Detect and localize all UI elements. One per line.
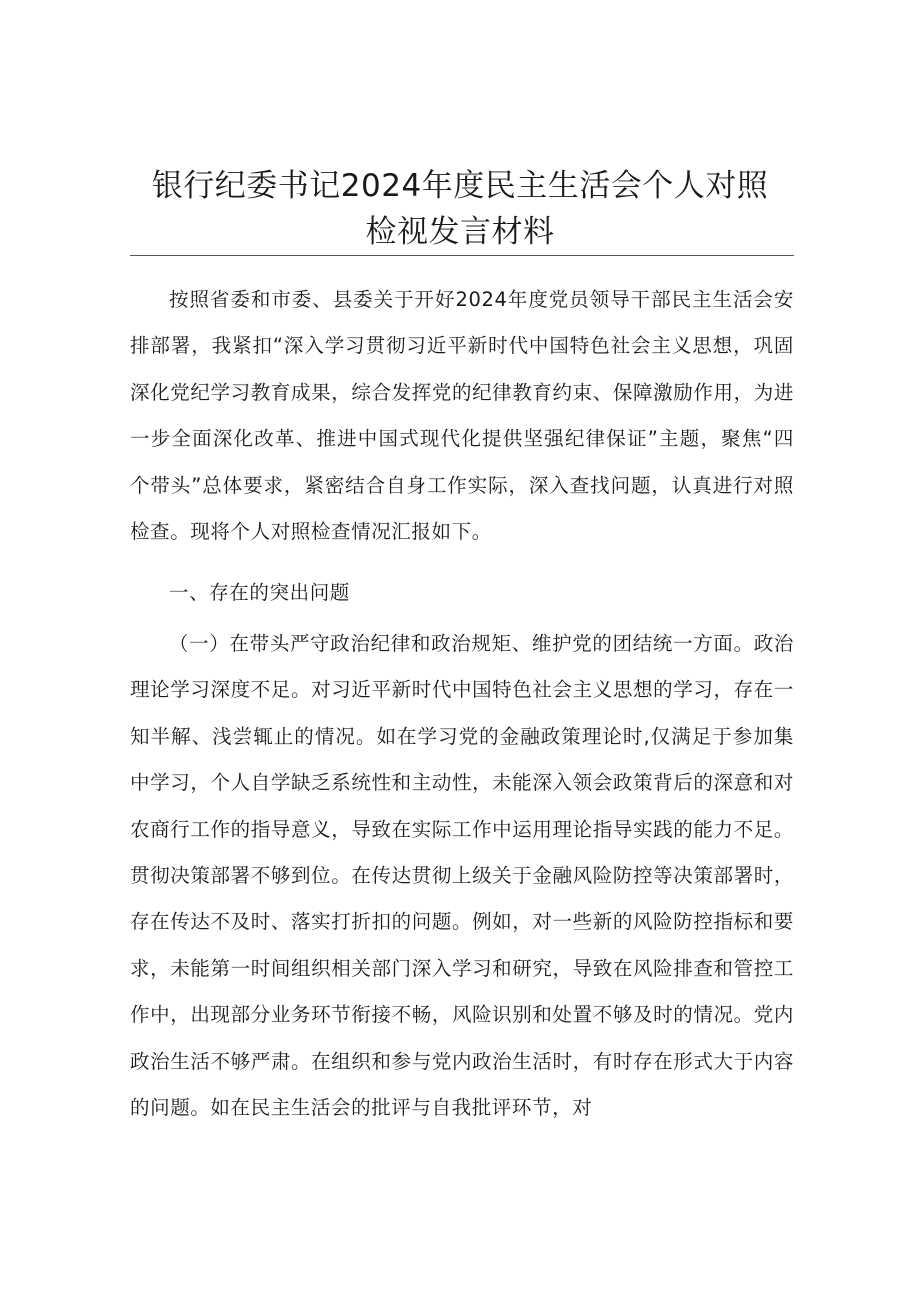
document-title-line-2: 检视发言材料 bbox=[365, 214, 555, 250]
section-heading: 一、存在的突出问题 bbox=[169, 581, 350, 604]
intro-paragraph: 按照省委和市委、县委关于开好2024年度党员领导干部民主生活会安排部署，我紧扣“深入学习贯彻习近平新时代中国特色社会主义思想，巩固深化党纪学习教育成果，综合发挥党的纪律教育约束、保障激励作用，为进一步全面深化改革、推进中国式现代化提供坚强纪律保证”主题，聚焦“四个带头”总体要求，紧密结合自身工作实际，深入查找问题，认真进行对照检查。现将个人对照检查情况汇报如下。 bbox=[130, 288, 794, 544]
document-title-line-1: 银行纪委书记2024年度民主生活会个人对照 bbox=[151, 168, 769, 204]
subsection-paragraph: （一）在带头严守政治纪律和政治规矩、维护党的团结统一方面。政治理论学习深度不足。对习近平新时代中国特色社会主义思想的学习，存在一知半解、浅尝辄止的情况。如在学习党的金融政策理论时,仅满足于参加集中学习，个人自学缺乏系统性和主动性，未能深入领会政策背后的深意和对农商行工作的指导意义，导致在实际工作中运用理论指导实践的能力不足。贯彻决策部署不够到位。在传达贯彻上级关于金融风险防控等决策部署时，存在传达不及时、落实打折扣的问题。例如，对一些新的风险防控指标和要求，未能第一时间组织相关部门深入学习和研究，导致在风险排查和管控工作中，出现部分业务环节衔接不畅，风险识别和处置不够及时的情况。党内政治生活不够严肃。在组织和参与党内政治生活时，有时存在形式大于内容的问题。如在民主生活会的批评与自我批评环节，对 bbox=[130, 632, 794, 1120]
title-divider bbox=[130, 255, 794, 256]
